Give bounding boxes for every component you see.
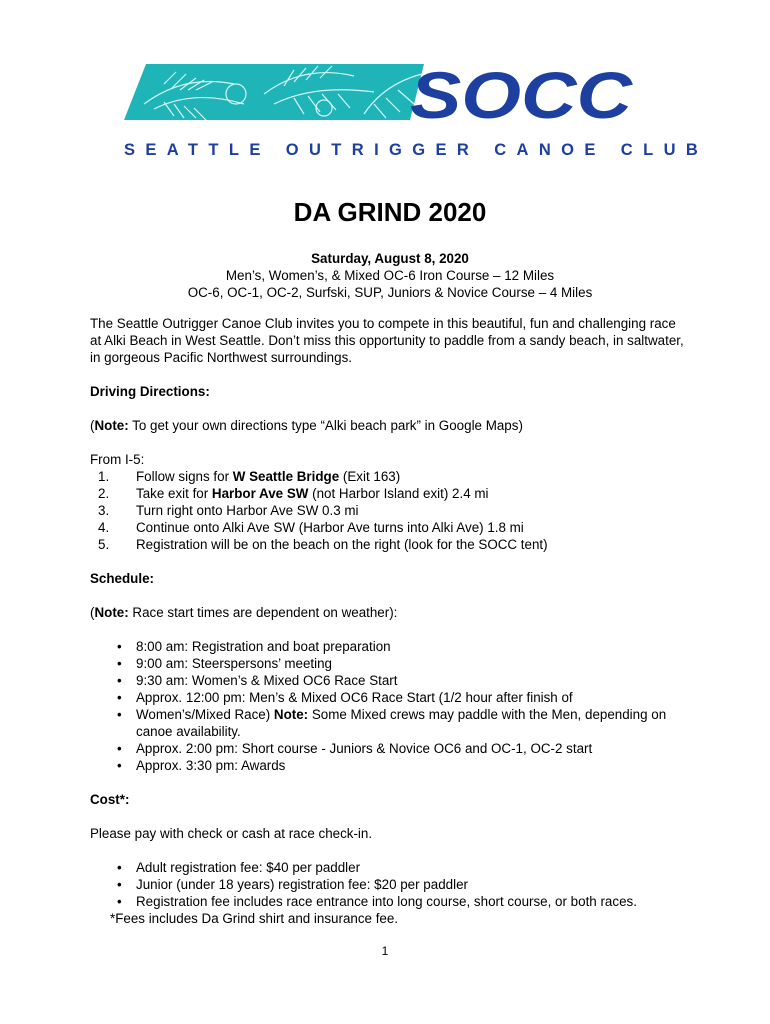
schedule-heading: Schedule: bbox=[90, 571, 154, 586]
bullet-icon: • bbox=[117, 877, 122, 892]
cost-item-text: Registration fee includes race entrance into long course, short course, or both races. bbox=[136, 894, 637, 909]
cost-heading: Cost*: bbox=[90, 792, 130, 807]
list-item bbox=[117, 876, 690, 893]
schedule-item-text: 8:00 am: Registration and boat preparation bbox=[136, 639, 391, 654]
list-item bbox=[117, 859, 690, 876]
list-item bbox=[117, 655, 690, 672]
logo-tagline: SEATTLE OUTRIGGER CANOE CLUB bbox=[124, 141, 709, 159]
schedule-note-text: Race start times are dependent on weather): bbox=[128, 605, 398, 620]
list-item bbox=[117, 638, 690, 655]
list-item bbox=[90, 502, 690, 519]
schedule-item-text: Approx. 3:30 pm: Awards bbox=[136, 758, 286, 773]
list-item bbox=[90, 485, 690, 502]
step-number: 2. bbox=[98, 486, 110, 501]
directions-note-label: Note: bbox=[94, 418, 129, 433]
bullet-icon: • bbox=[117, 656, 122, 671]
schedule-item-text: Approx. 2:00 pm: Short course - Juniors & Novice OC6 and OC-1, OC-2 start bbox=[136, 741, 593, 756]
cost-list bbox=[90, 859, 690, 910]
list-item bbox=[117, 893, 690, 910]
step-number: 1. bbox=[98, 469, 110, 484]
bullet-icon: • bbox=[117, 860, 122, 875]
schedule-item-text: 9:30 am: Women’s & Mixed OC6 Race Start bbox=[136, 673, 398, 688]
bullet-icon: • bbox=[117, 758, 122, 773]
directions-heading: Driving Directions: bbox=[90, 384, 210, 399]
step-bold: Harbor Ave SW bbox=[211, 486, 309, 501]
list-item bbox=[117, 757, 690, 774]
list-item bbox=[90, 519, 690, 536]
step-text-post: (Exit 163) bbox=[339, 469, 401, 484]
step-text: Follow signs for bbox=[136, 469, 233, 484]
schedule-note: (Note: Race start times are dependent on weather): bbox=[90, 605, 398, 620]
step-text: Turn right onto Harbor Ave SW 0.3 mi bbox=[136, 503, 359, 518]
step-text-post: (not Harbor Island exit) 2.4 mi bbox=[308, 486, 489, 501]
event-date: Saturday, August 8, 2020 bbox=[311, 251, 469, 266]
step-text: Continue onto Alki Ave SW (Harbor Ave turns into Alki Ave) 1.8 mi bbox=[136, 520, 524, 535]
page-title: DA GRIND 2020 bbox=[293, 197, 487, 227]
bullet-icon: • bbox=[117, 707, 122, 722]
bullet-icon: • bbox=[117, 894, 122, 909]
cost-item-text: Adult registration fee: $40 per paddler bbox=[136, 860, 361, 875]
list-item bbox=[90, 536, 690, 553]
directions-note-text: To get your own directions type “Alki beach park” in Google Maps) bbox=[128, 418, 523, 433]
step-text: Registration will be on the beach on the right (look for the SOCC tent) bbox=[136, 537, 548, 552]
page-number: 1 bbox=[381, 944, 389, 958]
schedule-list bbox=[90, 638, 690, 774]
document-body bbox=[90, 196, 690, 927]
bullet-icon: • bbox=[117, 639, 122, 654]
schedule-item-bold: Note: bbox=[273, 707, 309, 722]
course-long: Men’s, Women’s, & Mixed OC-6 Iron Course – 12 Miles bbox=[225, 268, 555, 283]
schedule-item-text: Approx. 12:00 pm: Men’s & Mixed OC6 Race Start (1/2 hour after finish of bbox=[136, 690, 573, 705]
list-item bbox=[90, 468, 690, 485]
bullet-icon: • bbox=[117, 741, 122, 756]
directions-steps bbox=[90, 468, 690, 553]
bullet-icon: • bbox=[117, 690, 122, 705]
bullet-icon: • bbox=[117, 673, 122, 688]
step-bold: W Seattle Bridge bbox=[232, 469, 340, 484]
list-item bbox=[117, 706, 690, 740]
list-item bbox=[117, 740, 690, 757]
intro-paragraph: The Seattle Outrigger Canoe Club invites you to compete in this beautiful, fun and challenging race at Alki Beach in West Seattle. Don’t miss this opportunity to paddle from a sandy beach, in saltwater, in gorgeous Pacific Northwest surroundings. bbox=[90, 316, 684, 365]
schedule-item-text: 9:00 am: Steerspersons’ meeting bbox=[136, 656, 333, 671]
list-item bbox=[117, 672, 690, 689]
list-item bbox=[117, 689, 690, 706]
cost-footnote: *Fees includes Da Grind shirt and insurance fee. bbox=[110, 911, 399, 926]
directions-note: (Note: To get your own directions type “Alki beach park” in Google Maps) bbox=[90, 418, 523, 433]
cost-item-text: Junior (under 18 years) registration fee: $20 per paddler bbox=[136, 877, 468, 892]
step-text: Take exit for bbox=[136, 486, 212, 501]
step-number: 4. bbox=[98, 520, 110, 535]
logo-socc-text: SOCC bbox=[410, 64, 634, 132]
schedule-note-label: Note: bbox=[94, 605, 129, 620]
step-number: 3. bbox=[98, 503, 110, 518]
palm-banner-image bbox=[124, 64, 424, 120]
schedule-item-text-post: Some Mixed crews may paddle with the Men, depending on canoe availability. bbox=[136, 707, 667, 739]
socc-logo-graphic bbox=[124, 64, 644, 144]
directions-from: From I-5: bbox=[90, 452, 145, 467]
cost-pay: Please pay with check or cash at race check-in. bbox=[90, 826, 373, 841]
schedule-item-text: Women’s/Mixed Race) bbox=[136, 707, 274, 722]
step-number: 5. bbox=[98, 537, 110, 552]
course-short: OC-6, OC-1, OC-2, Surfski, SUP, Juniors & Novice Course – 4 Miles bbox=[187, 285, 593, 300]
